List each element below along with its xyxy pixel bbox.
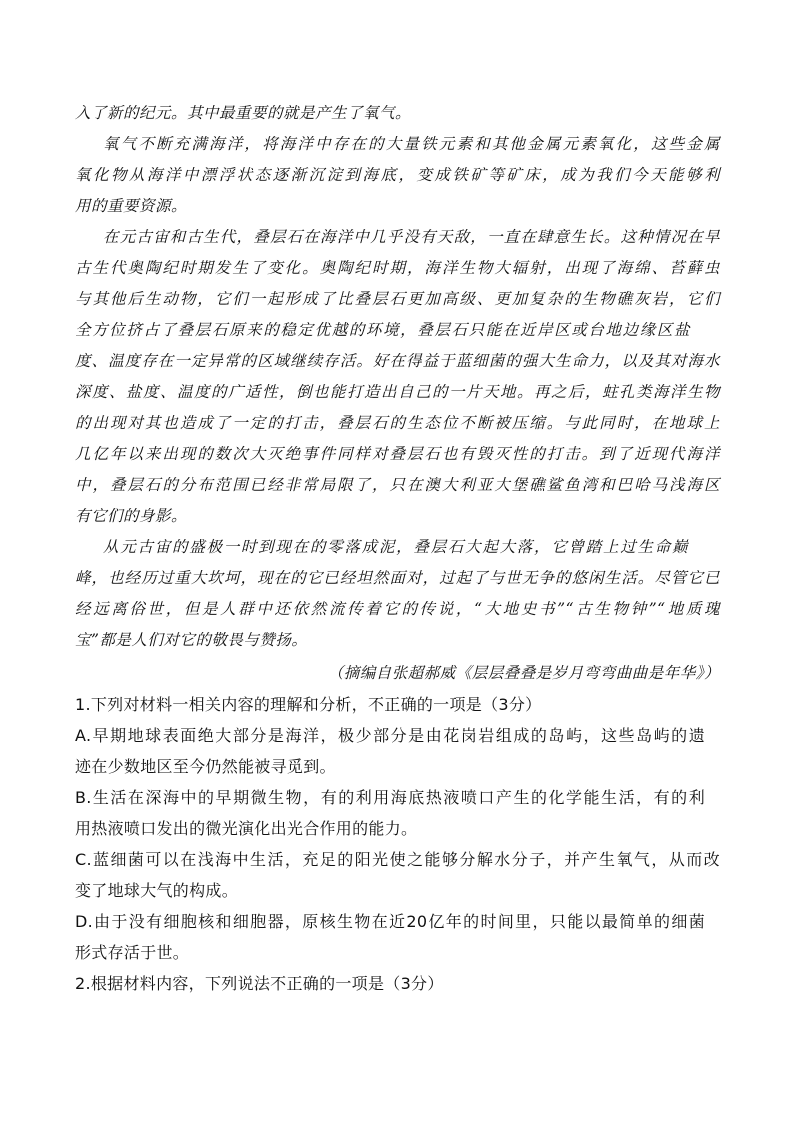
option-d: D.由于没有细胞核和细胞器，原核生物在近20亿年的时间里，只能以最简单的细菌 <box>75 912 705 931</box>
passage-line: 氧气不断充满海洋，将海洋中存在的大量铁元素和其他金属元素氧化，这些金属 <box>103 135 720 153</box>
passage-line: 有它们的身影。 <box>75 507 188 525</box>
passage-line: 用的重要资源。 <box>75 197 188 215</box>
question-stem: 2.根据材料内容，下列说法不正确的一项是（3分） <box>75 974 444 993</box>
passage-line: 度、温度存在一定异常的区域继续存活。好在得益于蓝细菌的强大生命力，以及其对海水 <box>75 352 720 370</box>
passage-line: 的出现对其也造成了一定的打击，叠层石的生态位不断被压缩。与此同时，在地球上 <box>75 414 720 432</box>
passage-line: 古生代奥陶纪时期发生了变化。奥陶纪时期，海洋生物大辐射，出现了海绵、苔藓虫 <box>75 259 720 277</box>
option-c: C.蓝细菌可以在浅海中生活，充足的阳光使之能够分解水分子，并产生氧气，从而改 <box>75 850 720 869</box>
passage-line: 宝”都是人们对它的敬畏与赞扬。 <box>75 631 308 649</box>
passage-line: 几亿年以来出现的数次大灭绝事件同样对叠层石也有毁灭性的打击。到了近现代海洋 <box>75 445 720 463</box>
passage-line: 氧化物从海洋中漂浮状态逐渐沉淀到海底，变成铁矿等矿床，成为我们今天能够利 <box>75 166 720 184</box>
option-c-cont: 变了地球大气的构成。 <box>75 881 239 900</box>
option-a: A.早期地球表面绝大部分是海洋，极少部分是由花岗岩组成的岛屿，这些岛屿的遗 <box>75 726 705 745</box>
passage-line: 深度、盐度、温度的广适性，倒也能打造出自己的一片天地。再之后，蛀孔类海洋生物 <box>75 383 720 401</box>
passage-line: 全方位挤占了叠层石原来的稳定优越的环境，叠层石只能在近岸区或台地边缘区盐 <box>75 321 690 339</box>
passage-line: 峰，也经历过重大坎坷，现在的它已经坦然面对，过起了与世无争的悠闲生活。尽管它已 <box>75 569 720 587</box>
passage-line: 与其他后生动物，它们一起形成了比叠层石更加高级、更加复杂的生物礁灰岩，它们 <box>75 290 720 308</box>
option-d-cont: 形式存活于世。 <box>75 943 190 962</box>
passage-line: 从元古宙的盛极一时到现在的零落成泥，叠层石大起大落，它曾踏上过生命巅 <box>103 538 688 556</box>
question-stem: 1.下列对材料一相关内容的理解和分析，不正确的一项是（3分） <box>75 695 542 714</box>
option-b: B.生活在深海中的早期微生物，有的利用海底热液喷口产生的化学能生活，有的利 <box>75 788 705 807</box>
option-b-cont: 用热液喷口发出的微光演化出光合作用的能力。 <box>75 819 418 838</box>
passage-line: 中，叠层石的分布范围已经非常局限了，只在澳大利亚大堡礁鲨鱼湾和巴哈马浅海区 <box>75 476 720 494</box>
passage-line: 在元古宙和古生代，叠层石在海洋中几乎没有天敌，一直在肆意生长。这种情况在早 <box>103 228 720 246</box>
passage-line: 经远离俗世，但是人群中还依然流传着它的传说，“大地史书”“古生物钟”“地质瑰 <box>75 600 720 618</box>
passage-line: 入了新的纪元。其中最重要的就是产生了氧气。 <box>75 104 412 122</box>
option-a-cont: 迹在少数地区至今仍然能被寻觅到。 <box>75 757 336 776</box>
passage-source: （摘编自张超郝威《层层叠叠是岁月弯弯曲曲是年华》） <box>327 664 720 682</box>
